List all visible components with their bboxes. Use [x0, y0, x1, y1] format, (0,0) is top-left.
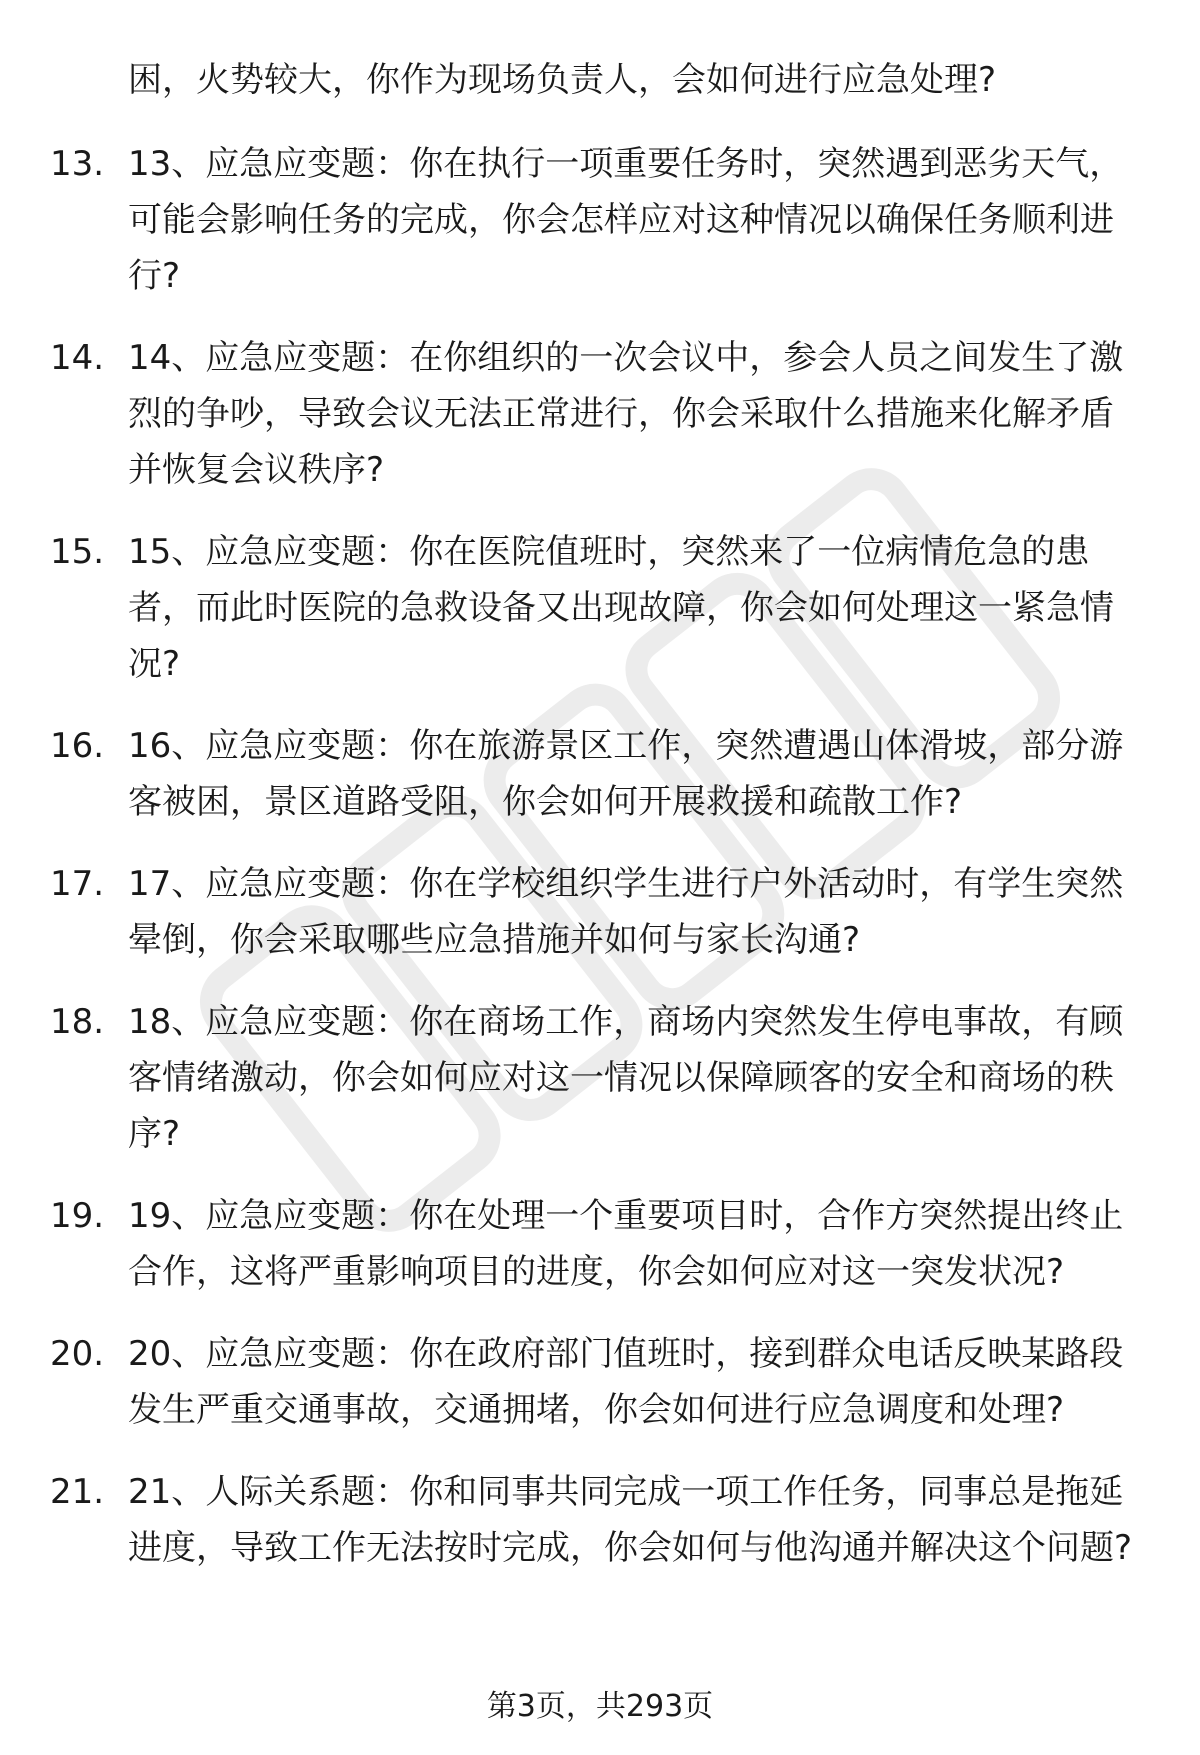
- question-text: 21、人际关系题：你和同事共同完成一项工作任务，同事总是拖延进度，导致工作无法按时完成，你会如何与他沟通并解决这个问题?: [128, 1472, 1133, 1568]
- list-item: [0, 718, 1200, 830]
- question-number: 21.: [50, 1472, 105, 1512]
- list-item: [0, 136, 1200, 304]
- question-text: 13、应急应变题：你在执行一项重要任务时，突然遇到恶劣天气，可能会影响任务的完成，你会怎样应对这种情况以确保任务顺利进行?: [128, 144, 1124, 296]
- question-list: [0, 136, 1200, 1602]
- question-number: 18.: [50, 1002, 105, 1042]
- question-text: 18、应急应变题：你在商场工作，商场内突然发生停电事故，有顾客情绪激动，你会如何应对这一情况以保障顾客的安全和商场的秩序?: [128, 1002, 1124, 1154]
- list-item: [0, 1326, 1200, 1438]
- question-number: 16.: [50, 726, 105, 766]
- page-footer: 第3页，共293页: [486, 1689, 714, 1724]
- list-item: [0, 524, 1200, 692]
- list-item: [0, 330, 1200, 498]
- question-number: 19.: [50, 1196, 105, 1236]
- list-item: [0, 1464, 1200, 1576]
- list-item: [0, 1188, 1200, 1300]
- continued-question-text: 困，火势较大，你作为现场负责人，会如何进行应急处理?: [128, 60, 997, 100]
- question-number: 15.: [50, 532, 105, 572]
- question-number: 14.: [50, 338, 105, 378]
- question-text: 19、应急应变题：你在处理一个重要项目时，合作方突然提出终止合作，这将严重影响项目的进度，你会如何应对这一突发状况?: [128, 1196, 1124, 1292]
- list-item: [0, 994, 1200, 1162]
- question-text: 20、应急应变题：你在政府部门值班时，接到群众电话反映某路段发生严重交通事故，交通拥堵，你会如何进行应急调度和处理?: [128, 1334, 1124, 1430]
- question-text: 17、应急应变题：你在学校组织学生进行户外活动时，有学生突然晕倒，你会采取哪些应急措施并如何与家长沟通?: [128, 864, 1124, 960]
- question-number: 20.: [50, 1334, 105, 1374]
- question-text: 15、应急应变题：你在医院值班时，突然来了一位病情危急的患者，而此时医院的急救设备又出现故障，你会如何处理这一紧急情况?: [128, 532, 1114, 684]
- question-text: 16、应急应变题：你在旅游景区工作，突然遭遇山体滑坡，部分游客被困，景区道路受阻，你会如何开展救援和疏散工作?: [128, 726, 1124, 822]
- list-item: [0, 856, 1200, 968]
- question-number: 17.: [50, 864, 105, 904]
- question-number: 13.: [50, 144, 105, 184]
- question-text: 14、应急应变题：在你组织的一次会议中，参会人员之间发生了激烈的争吵，导致会议无法正常进行，你会采取什么措施来化解矛盾并恢复会议秩序?: [128, 338, 1124, 490]
